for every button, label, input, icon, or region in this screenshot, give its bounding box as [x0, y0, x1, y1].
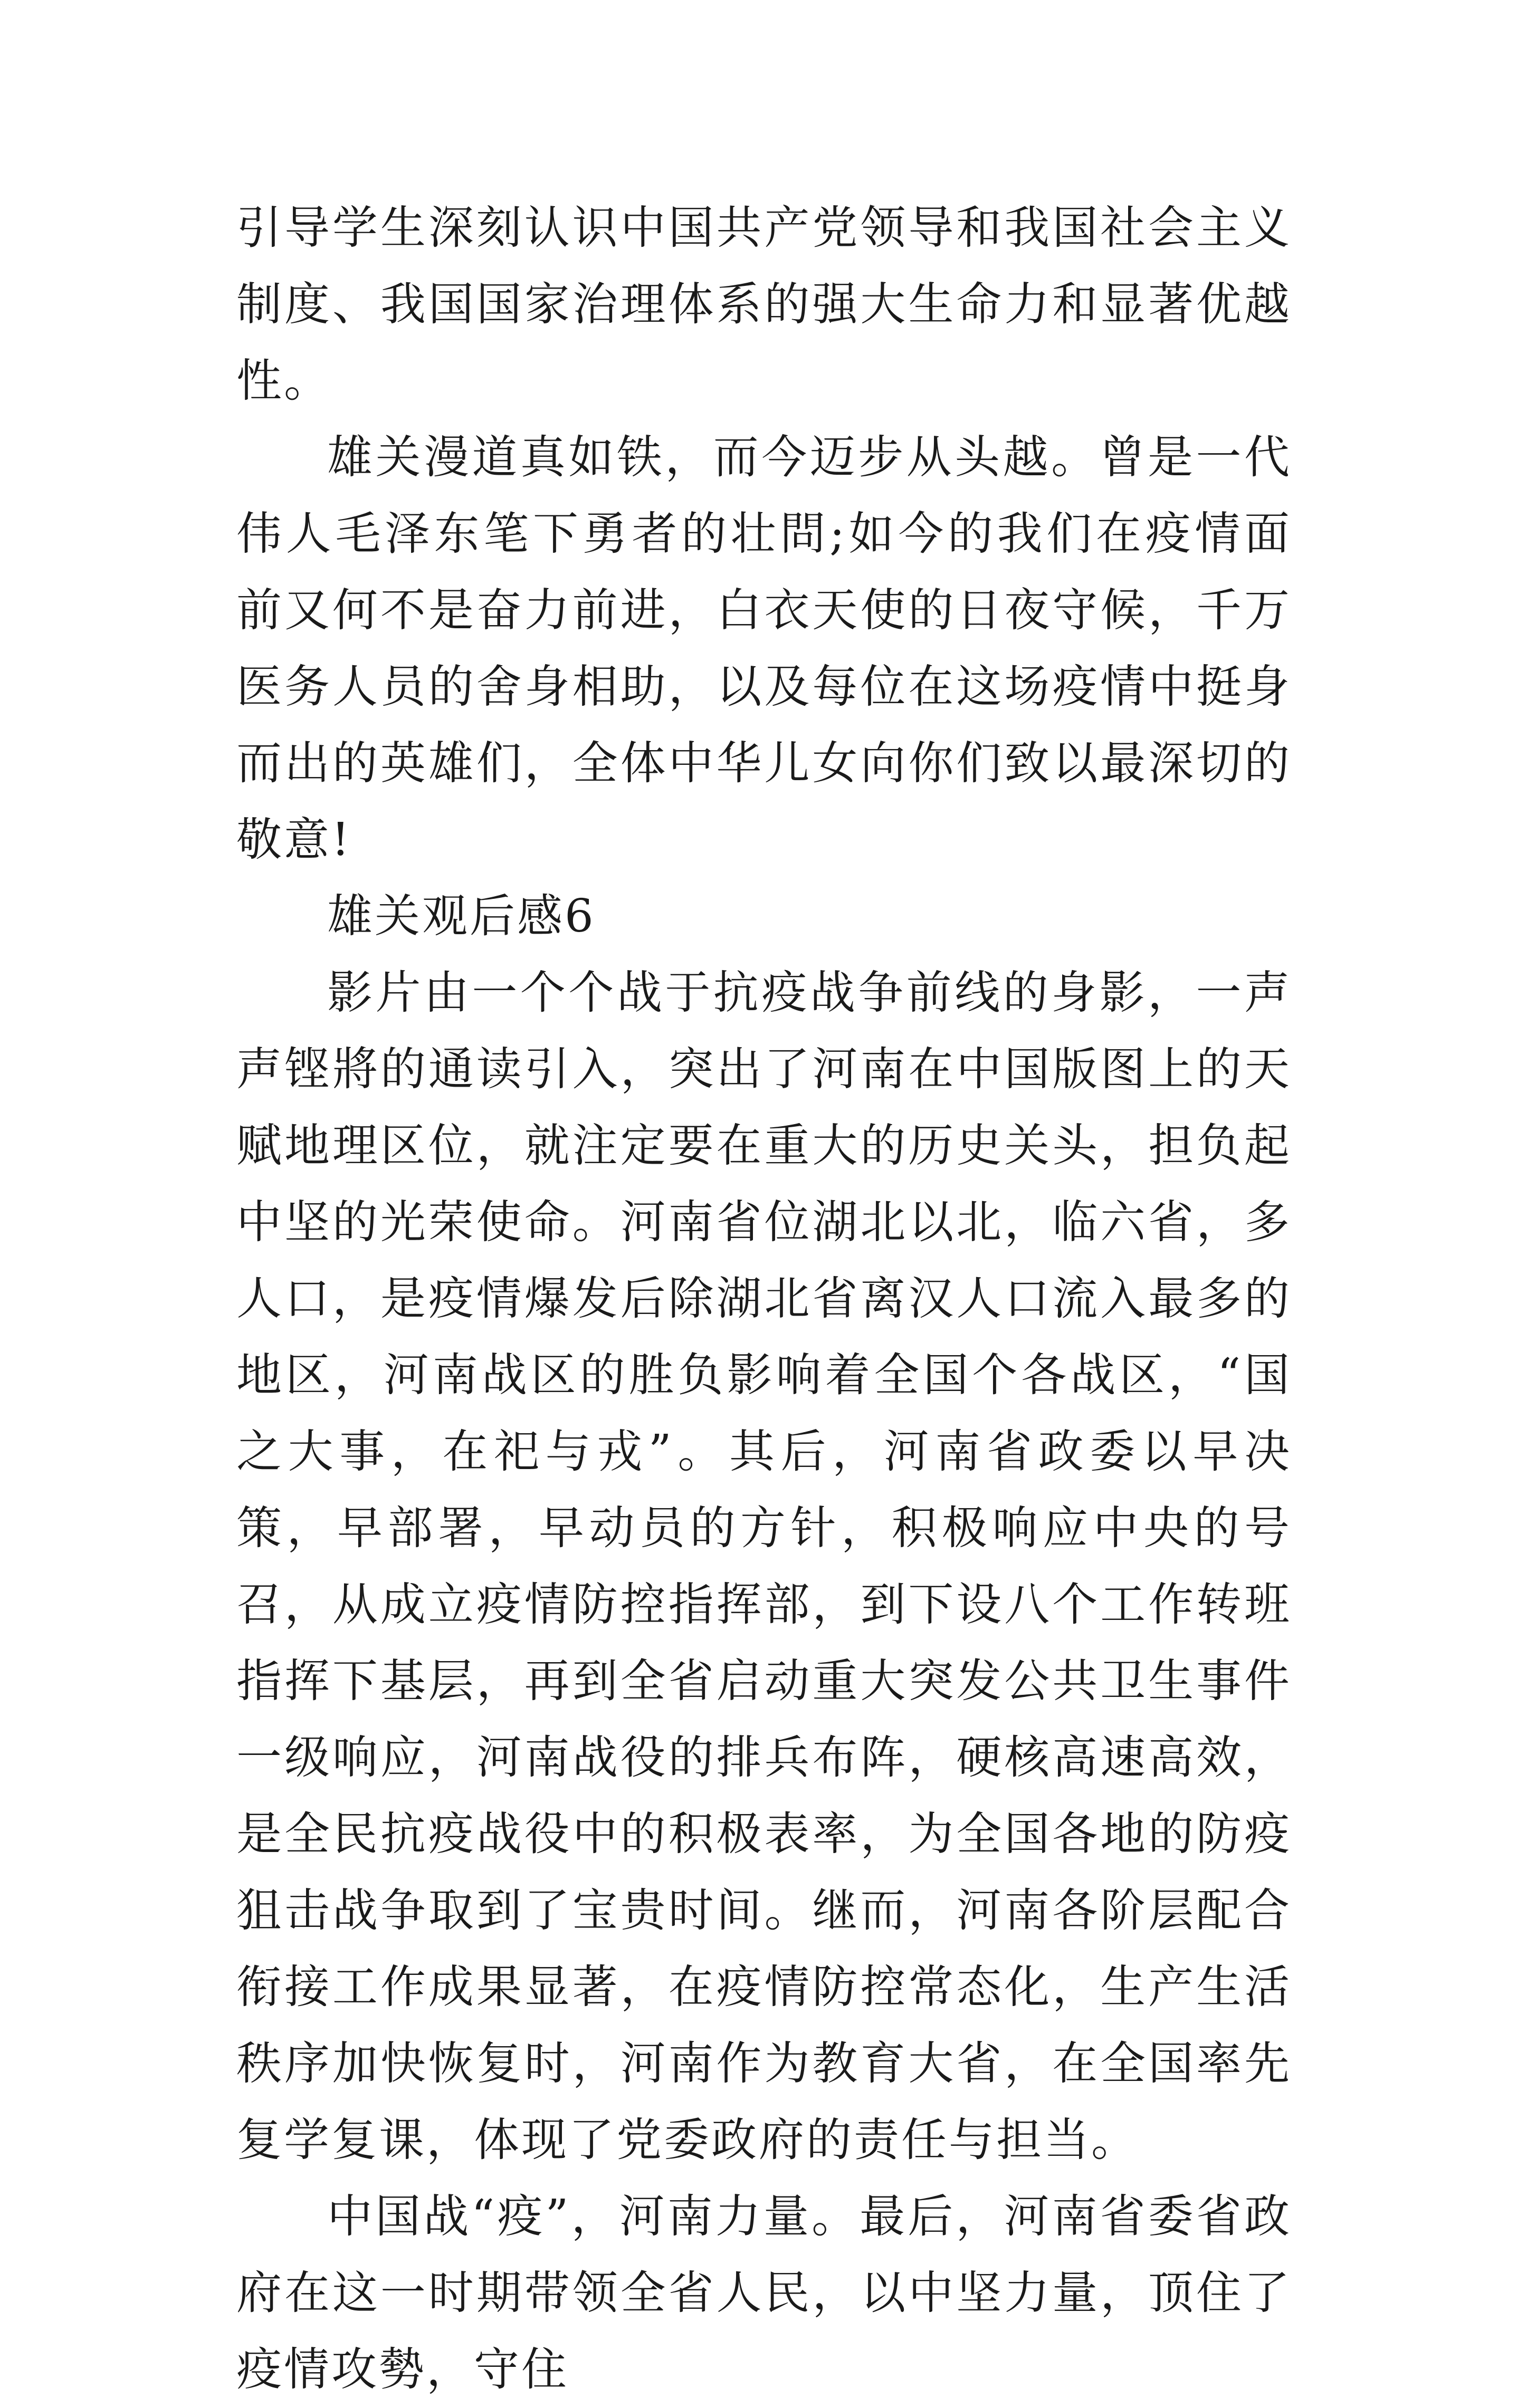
section-heading: 雄关观后感6	[327, 890, 596, 943]
paragraph-henan-strength: 中国战“疫”，河南力量。最后，河南省委省政府在这一时期带领全省人民，以中坚力量，顶住了疫情攻勢，守住	[236, 2190, 1292, 2396]
document-body	[236, 190, 1292, 2408]
paragraph-continuation: 引导学生深刻认识中国共产党领导和我国社会主义制度、我国国家治理体系的强大生命力和显著优越性。	[236, 202, 1292, 407]
paragraph-tribute: 雄关漫道真如铁，而今迈步从头越。曾是一代伟人毛泽东笔下勇者的壮問;如今的我们在疫情面前又何不是奋力前进，白衣天使的日夜守候，千万医务人员的舍身相助，以及每位在这场疫情中挺身而出的英雄们，全体中华儿女向你们致以最深切的敬意!	[236, 431, 1292, 866]
paragraph-film-summary: 影片由一个个战于抗疫战争前线的身影，一声声铿將的通读引入，突出了河南在中国版图上的天赋地理区位，就注定要在重大的历史关头，担负起中坚的光荣使命。河南省位湖北以北，临六省，多人口，是疫情爆发后除湖北省离汉人口流入最多的地区，河南战区的胜负影响着全国个各战区，“国之大事，在祀与戎”。其后，河南省政委以早决策，早部署，早动员的方针，积极响应中央的号召，从成立疫情防控指挥部，到下设八个工作转班指挥下基层，再到全省启动重大突发公共卫生事件一级响应，河南战役的排兵布阵，硬核高速高效，是全民抗疫战役中的积极表率，为全国各地的防疫狙击战争取到了宝贵时间。继而，河南各阶层配合衔接工作成果显著，在疫情防控常态化，生产生活秩序加快恢复时，河南作为教育大省，在全国率先复学复课，体现了党委政府的责任与担当。	[236, 966, 1292, 2166]
